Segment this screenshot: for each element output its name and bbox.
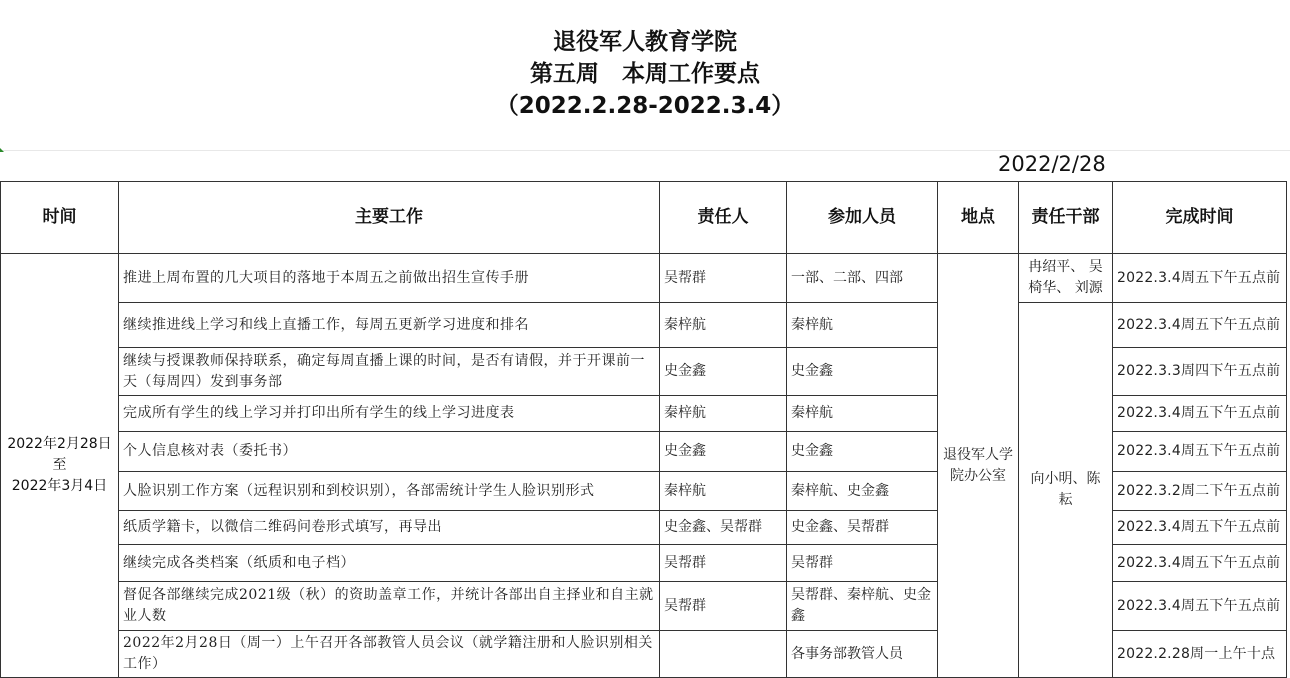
deadline-text: 2022.3.4周五下午五点前 (1117, 269, 1281, 286)
task-cell: 督促各部继续完成2021级（秋）的资助盖章工作，并统计各部出自主择业和自主就业人数 (119, 582, 660, 631)
time-range-cell (1, 254, 119, 678)
participants-cell: 史金鑫 (787, 432, 938, 472)
deadline-text: 2022.3.4周五下午五点前 (1117, 519, 1281, 535)
column-header-location: 地点 (938, 182, 1019, 254)
cell-comment-marker-icon (0, 148, 4, 152)
cadre-cell: 冉绍平、 吴 椅华、 刘源 (1019, 254, 1113, 303)
deadline-text: 2022.3.2周二下午五点前 (1117, 482, 1281, 499)
work-plan-table (0, 181, 1287, 678)
table-row (1, 303, 1287, 348)
deadline-text: 2022.3.4周五下午五点前 (1117, 554, 1281, 571)
deadline-text: 2022.3.4周五下午五点前 (1117, 597, 1281, 614)
owner-cell (660, 631, 787, 678)
deadline-cell (1113, 303, 1287, 348)
task-cell: 个人信息核对表（委托书） (119, 432, 660, 472)
task-cell: 完成所有学生的线上学习并打印出所有学生的线上学习进度表 (119, 396, 660, 432)
table-header-row (1, 182, 1287, 254)
task-cell: 人脸识别工作方案（远程识别和到校识别），各部需统计学生人脸识别形式 (119, 472, 660, 511)
participants-cell: 各事务部教管人员 (787, 631, 938, 678)
task-cell: 继续推进线上学习和线上直播工作，每周五更新学习进度和排名 (119, 303, 660, 348)
deadline-text: 2022.3.3周四下午五点前 (1117, 363, 1281, 379)
column-header-deadline: 完成时间 (1113, 182, 1287, 254)
deadline-text: 2022.3.4周五下午五点前 (1117, 405, 1281, 421)
location-cell: 退役军人学院办公室 (938, 254, 1019, 678)
deadline-cell (1113, 631, 1287, 678)
deadline-text: 2022.2.28周一上午十点 (1117, 645, 1276, 662)
column-header-owner: 责任人 (660, 182, 787, 254)
owner-cell: 吴帮群 (660, 582, 787, 631)
report-title-block (0, 26, 1290, 122)
deadline-cell (1113, 396, 1287, 432)
owner-cell: 史金鑫 (660, 348, 787, 396)
deadline-cell (1113, 254, 1287, 303)
task-cell: 推进上周布置的几大项目的落地于本周五之前做出招生宣传手册 (119, 254, 660, 303)
column-header-participants: 参加人员 (787, 182, 938, 254)
week-title: 第五周 本周工作要点 (530, 61, 760, 87)
participants-cell: 吴帮群、秦梓航、史金鑫 (787, 582, 938, 631)
date-stamp: 2022/2/28 (998, 152, 1106, 176)
deadline-cell (1113, 545, 1287, 582)
deadline-cell (1113, 472, 1287, 511)
column-header-time: 时间 (1, 182, 119, 254)
owner-cell: 秦梓航 (660, 396, 787, 432)
deadline-text: 2022.3.4周五下午五点前 (1117, 443, 1281, 459)
deadline-cell (1113, 582, 1287, 631)
task-cell: 2022年2月28日（周一）上午召开各部教管人员会议（就学籍注册和人脸识别相关工作） (119, 631, 660, 678)
sheet-divider (0, 150, 1290, 151)
participants-cell: 史金鑫、吴帮群 (787, 511, 938, 545)
owner-cell: 吴帮群 (660, 545, 787, 582)
participants-cell: 秦梓航 (787, 396, 938, 432)
owner-cell: 史金鑫 (660, 432, 787, 472)
deadline-cell (1113, 432, 1287, 472)
deadline-cell (1113, 511, 1287, 545)
column-header-cadre: 责任干部 (1019, 182, 1113, 254)
owner-cell: 史金鑫、吴帮群 (660, 511, 787, 545)
time-range-end: 2022年3月4日 (11, 478, 108, 494)
participants-cell: 吴帮群 (787, 545, 938, 582)
institute-title: 退役军人教育学院 (553, 29, 737, 55)
table-row (1, 254, 1287, 303)
time-range-start: 2022年2月28日 (7, 436, 112, 452)
owner-cell: 吴帮群 (660, 254, 787, 303)
deadline-text: 2022.3.4周五下午五点前 (1117, 316, 1281, 333)
participants-cell: 秦梓航 (787, 303, 938, 348)
cadre-cell: 向小明、陈 耘 (1019, 303, 1113, 678)
time-range-separator: 至 (52, 457, 67, 473)
participants-cell: 秦梓航、史金鑫 (787, 472, 938, 511)
task-cell: 纸质学籍卡，以微信二维码问卷形式填写，再导出 (119, 511, 660, 545)
date-range-title: （2022.2.28-2022.3.4） (495, 93, 795, 119)
owner-cell: 秦梓航 (660, 303, 787, 348)
participants-cell: 一部、二部、四部 (787, 254, 938, 303)
task-cell: 继续完成各类档案（纸质和电子档） (119, 545, 660, 582)
owner-cell: 秦梓航 (660, 472, 787, 511)
participants-cell: 史金鑫 (787, 348, 938, 396)
deadline-cell (1113, 348, 1287, 396)
column-header-main-work: 主要工作 (119, 182, 660, 254)
task-cell: 继续与授课教师保持联系，确定每周直播上课的时间，是否有请假，并于开课前一天（每周四）发到事务部 (119, 348, 660, 396)
